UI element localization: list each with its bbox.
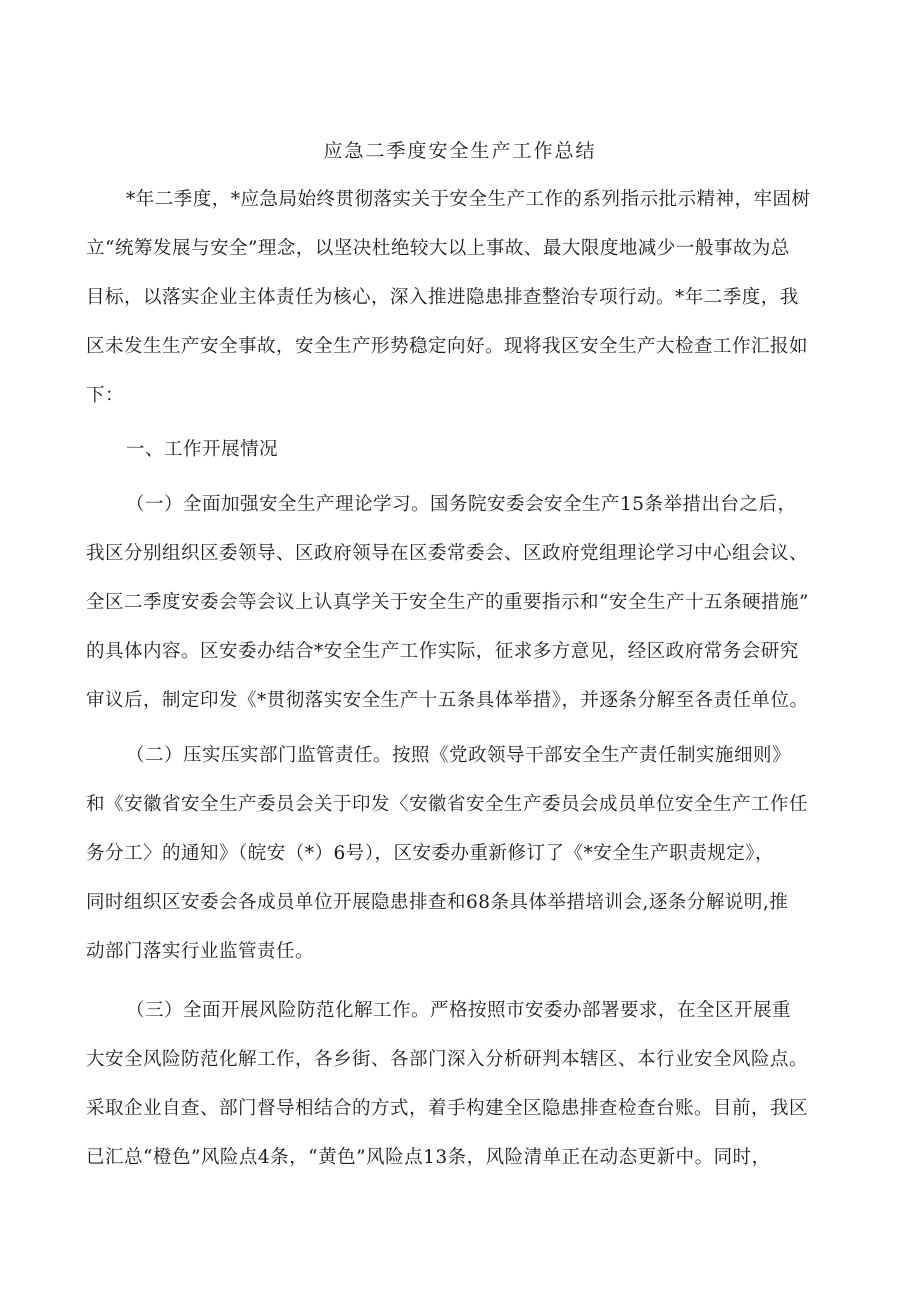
text-line: 审议后，制定印发《*贯彻落实安全生产十五条具体举措》，并逐条分解至各责任单位。	[86, 690, 809, 711]
text-line: 立“统筹发展与安全”理念，以坚决杜绝较大以上事故、最大限度地减少一般事故为总	[86, 238, 790, 259]
document-title: 应急二季度安全生产工作总结	[323, 140, 597, 162]
text-line: 区未发生生产安全事故，安全生产形势稳定向好。现将我区安全生产大检查工作汇报如	[86, 336, 809, 357]
text-line: 全区二季度安委会等会议上认真学关于安全生产的重要指示和“安全生产十五条硬措施”	[86, 592, 809, 613]
text-line: （三）全面开展风险防范化解工作。严格按照市安委办部署要求，在全区开展重	[126, 1000, 792, 1021]
text-line: 务分工〉的通知》（皖安（*）6号），区安委办重新修订了《*安全生产职责规定》，	[86, 843, 775, 864]
text-line: 大安全风险防范化解工作，各乡街、各部门深入分析研判本辖区、本行业安全风险点。	[86, 1049, 809, 1070]
text-line: 动部门落实行业监管责任。	[86, 941, 315, 962]
text-line: 的具体内容。区安委办结合*安全生产工作实际，征求多方意见，经区政府常务会研究	[86, 641, 799, 662]
text-line: （一）全面加强安全生产理论学习。国务院安委会安全生产15条举措出台之后，	[126, 494, 797, 515]
text-line: 和《安徽省安全生产委员会关于印发〈安徽省安全生产委员会成员单位安全生产工作任	[86, 794, 809, 815]
text-line: 下：	[86, 385, 125, 406]
text-line: 我区分别组织区委领导、区政府领导在区委常委会、区政府党组理论学习中心组会议、	[86, 543, 809, 564]
text-line: 同时组织区安委会各成员单位开展隐患排查和68条具体举措培训会,逐条分解说明,推	[86, 892, 789, 913]
section-heading: 一、工作开展情况	[126, 439, 279, 460]
text-line: *年二季度，*应急局始终贯彻落实关于安全生产工作的系列指示批示精神，牢固树	[126, 189, 811, 210]
text-line: 已汇总“橙色”风险点4条，“黄色”风险点13条，风险清单正在动态更新中。同时，	[86, 1147, 771, 1168]
text-line: （二）压实压实部门监管责任。按照《党政领导干部安全生产责任制实施细则》	[126, 745, 792, 766]
text-line: 目标，以落实企业主体责任为核心，深入推进隐患排查整治专项行动。*年二季度，我	[86, 287, 799, 308]
text-line: 采取企业自查、部门督导相结合的方式，着手构建全区隐患排查检查台账。目前，我区	[86, 1098, 809, 1119]
